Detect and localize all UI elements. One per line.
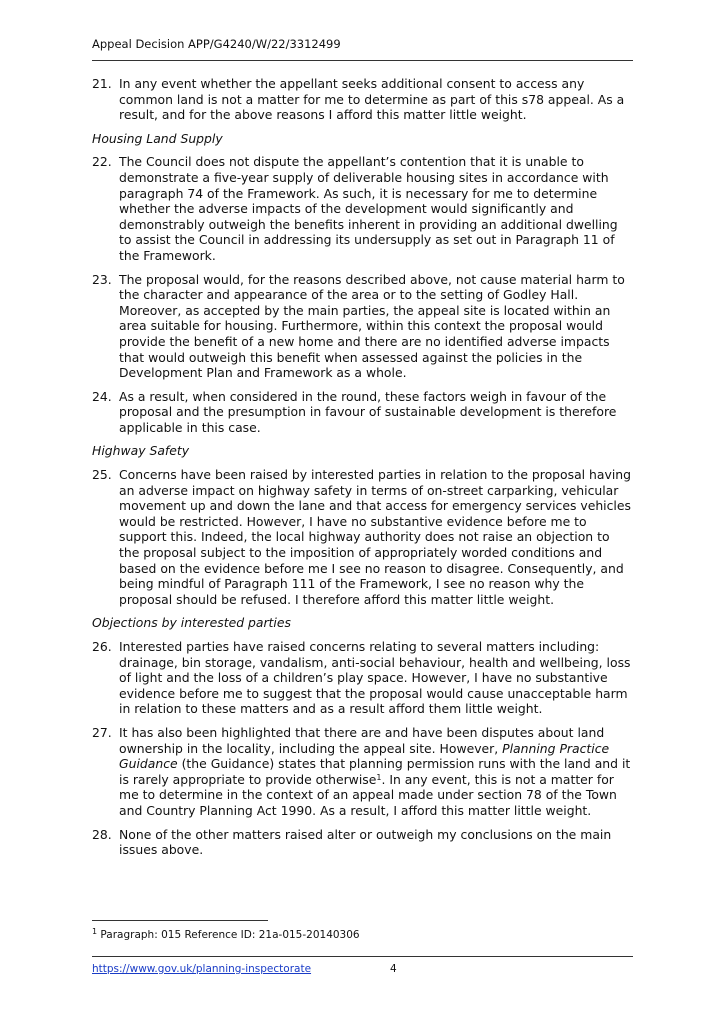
paragraph-number: 26.: [92, 639, 112, 654]
footnote-divider: [92, 920, 268, 921]
footer-divider: [92, 956, 633, 957]
text-segment: It has also been highlighted that there are and have been disputes about land ownership in the locality, including the appeal site. However,: [119, 724, 605, 756]
paragraph-22: [92, 154, 633, 263]
paragraph-25: [92, 467, 633, 607]
guidance-title: Planning Practice Guidance: [119, 740, 610, 772]
section-heading-housing-land-supply: Housing Land Supply: [92, 130, 223, 146]
paragraph-number: 23.: [92, 271, 112, 287]
paragraph-26: [92, 639, 633, 717]
paragraph-text: As a result, when considered in the round, these factors weigh in favour of the proposal and the presumption in favour of sustainable development is therefore applicable in this case.: [119, 388, 617, 435]
text-segment: (the Guidance) states that planning permission runs with the land and it is rarely appropriate to provide otherwise: [119, 756, 631, 787]
paragraph-text: Interested parties have raised concerns relating to several matters including: drainage, bin storage, vandalism, anti-social behaviour, health and wellbeing, loss of light and the loss of a children’s play space. However, I have no substantive evidence before me to suggest that the proposal would cause unacceptable harm in relation to these matters and as a result afford them little weight.: [119, 639, 631, 717]
paragraph-21: [92, 76, 633, 123]
paragraph-number: 28.: [92, 826, 112, 842]
paragraph-27: [92, 725, 633, 819]
paragraph-number: 21.: [92, 76, 112, 91]
paragraph-text: The proposal would, for the reasons described above, not cause material harm to the character and appearance of the area or to the setting of Godley Hall. Moreover, as accepted by the main parties, the appeal site is located within an area suitable for housing. Furthermore, within this context the proposal would provide the benefit of a new home and there are no identified adverse impacts that would outweigh this benefit when assessed against the policies in the Development Plan and Framework as a whole.: [119, 271, 625, 381]
header-divider: [92, 60, 633, 61]
footnote-reference[interactable]: 1: [376, 772, 382, 782]
section-heading-objections: Objections by interested parties: [92, 615, 291, 631]
footnote-mark: 1: [92, 927, 98, 936]
planning-inspectorate-link[interactable]: https://www.gov.uk/planning-inspectorate: [92, 963, 312, 975]
paragraph-number: 25.: [92, 467, 112, 483]
header-title: Appeal Decision APP/G4240/W/22/3312499: [92, 37, 341, 51]
page-header: [92, 36, 633, 52]
paragraph-text: Concerns have been raised by interested parties in relation to the proposal having an adverse impact on highway safety in terms of on-street carparking, vehicular movement up and down the lane and that access for emergency services vehicles would be restricted. However, I have no substantive evidence before me to support this. Indeed, the local highway authority does not raise an objection to the proposal subject to the imposition of appropriately worded conditions and based on the evidence before me I see no reason to disagree. Consequently, and being mindful of Paragraph 111 of the Framework, I see no reason why the proposal should be refused. I therefore afford this matter little weight.: [119, 467, 631, 607]
paragraph-24: [92, 389, 633, 436]
footnote-text: Paragraph: 015 Reference ID: 21a-015-20140306: [97, 929, 360, 941]
page-number: 4: [390, 963, 397, 975]
paragraph-23: [92, 272, 633, 381]
paragraph-text: None of the other matters raised alter or outweigh my conclusions on the main issues above.: [119, 826, 612, 858]
paragraph-text: The Council does not dispute the appellant’s contention that it is unable to demonstrate a five-year supply of deliverable housing sites in accordance with paragraph 74 of the Framework. As such, it is necessary for me to determine whether the adverse impacts of the development would significantly and demonstrably outweigh the benefits inherent in providing an additional dwelling to assist the Council in addressing its undersupply as set out in Paragraph 11 of the Framework.: [119, 154, 618, 263]
footnote: [92, 928, 633, 942]
document-body: [92, 76, 633, 866]
text-segment: . In any event, this is not a matter for me to determine in the context of an appeal made under section 78 of the Town and Country Planning Act 1990. As a result, I afford this matter little weight.: [119, 771, 617, 818]
paragraph-text: In any event whether the appellant seeks additional consent to access any common land is not a matter for me to determine as part of this s78 appeal. As a result, and for the above reasons I afford this matter little weight.: [119, 76, 625, 123]
paragraph-number: 27.: [92, 724, 112, 740]
section-heading-highway-safety: Highway Safety: [92, 443, 190, 459]
paragraph-28: [92, 827, 633, 858]
paragraph-text: [119, 725, 633, 819]
paragraph-number: 24.: [92, 388, 112, 404]
paragraph-number: 22.: [92, 154, 112, 170]
